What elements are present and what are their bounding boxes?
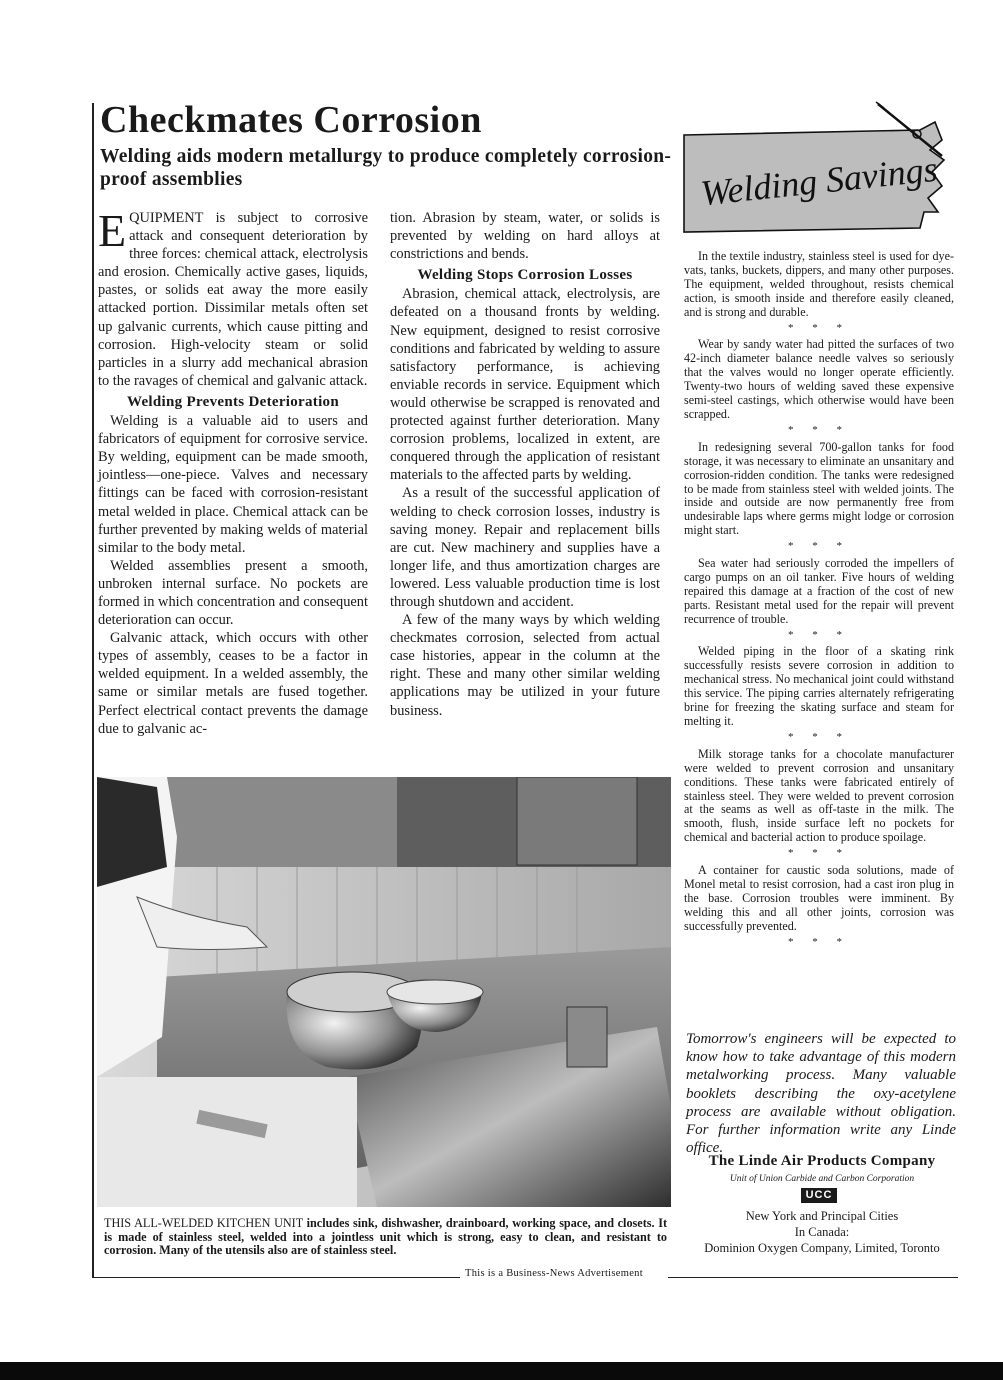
paragraph: Welding is a valuable aid to users and fabricators of equipment for corrosive service. By welding, equipment can be made smooth, jointless—one-piece. Valves and necessary fittings can be faced with corrosion-resistant metal welded in place. Chemical attack can be further prevented by making welds of material similar to the body metal. <box>98 413 368 556</box>
footer-note: This is a Business-News Advertisement <box>465 1268 643 1279</box>
location-line: Dominion Oxygen Company, Limited, Toronto <box>704 1241 940 1255</box>
case-history-list <box>684 250 954 953</box>
separator: * * * <box>788 321 850 334</box>
paragraph: tion. Abrasion by steam, water, or solids is prevented by welding on hard alloys at constrictions and bends. <box>390 210 660 263</box>
article-column-left <box>98 205 368 738</box>
paragraph: A few of the many ways by which welding checkmates corrosion, selected from actual case histories, appear in the column at the right. These and many other similar welding applications may be utilized in your future business. <box>390 612 660 719</box>
caption-text: includes sink, dishwasher, drainboard, working space, and closets. It is made of stainless steel, welded into a jointless unit which is strong, easy to clean, and resistant to corrosion. Many of the utensils also are of stainless steel. <box>104 1216 668 1257</box>
separator: * * * <box>788 628 850 641</box>
company-unit: Unit of Union Carbide and Carbon Corporation <box>729 1174 915 1184</box>
footer-rule-left <box>92 1277 460 1278</box>
company-name: The Linde Air Products Company <box>708 1153 936 1169</box>
left-margin-rule <box>92 103 94 1278</box>
separator: * * * <box>788 730 850 743</box>
section-heading-losses: Welding Stops Corrosion Losses <box>417 267 633 284</box>
paragraph: Abrasion, chemical attack, electrolysis, are defeated on a thousand fronts by welding. New equipment, designed to resist corrosive conditions and fabricated by welding to assure satisfactory performance, is achieving enviable records in service. Equipment which would otherwise be scrapped is renovated and protected against further deterioration. Many corrosion problems, localized in extent, are conquered through the application of resistant materials to the affected parts by welding. <box>390 286 660 484</box>
location-line: New York and Principal Cities <box>745 1209 899 1223</box>
paragraph: Galvanic attack, which occurs with other types of assembly, ceases to be a factor in welded equipment. In a welded assembly, the same or similar metals are fused together. Perfect electrical contact prevents the damage due to galvanic ac- <box>98 630 368 737</box>
separator: * * * <box>788 423 850 436</box>
drop-cap: E <box>98 205 127 256</box>
case-item: Milk storage tanks for a chocolate manufacturer were welded to prevent corrosion and unsanitary conditions. These tanks were fabricated entirely of stainless steel. They were welded to prevent corrosion at the seams as well as off-taste in the milk. The smooth, flush, inside surface left no pockets for chemical and bacterial action to produce spoilage. <box>684 746 954 845</box>
footer-rule-right <box>668 1277 958 1278</box>
paragraph: Welded assemblies present a smooth, unbroken internal surface. No pockets are formed in which concentration and consequent deterioration can occur. <box>98 557 368 629</box>
case-item: Welded piping in the floor of a skating rink successfully resists severe corrosion in addition to mechanical stress. No mechanical joint could withstand this service. The piping carries alternately refrigerating brine for freezing the skating surface and steam for melting it. <box>684 644 954 728</box>
case-item: Sea water had seriously corroded the impellers of cargo pumps on an oil tanker. Five hours of welding repaired this damage at a fraction of the cost of new parts. Resistant metal used for the repair will prevent recurrence of trouble. <box>684 556 954 626</box>
page-subtitle: Welding aids modern metallurgy to produce completely corrosion-proof assemblies <box>100 146 672 190</box>
page-title: Checkmates Corrosion <box>100 99 482 141</box>
separator: * * * <box>788 540 850 553</box>
caption-lead: THIS ALL-WELDED KITCHEN UNIT <box>104 1216 303 1230</box>
company-locations <box>684 1208 960 1256</box>
ucc-logo-icon: UCC <box>801 1188 837 1203</box>
separator: * * * <box>788 847 850 860</box>
case-item: In the textile industry, stainless steel is used for dye-vats, tanks, buckets, dippers, and many other purposes. The equipment, welded throughout, resists chemical action, is smooth inside and therefore easily cleaned, and is strong and durable. <box>684 249 954 319</box>
kitchen-unit-photo <box>97 777 671 1207</box>
location-line: In Canada: <box>794 1225 850 1239</box>
case-item: Wear by sandy water had pitted the surfaces of two 42-inch diameter balance needle valves so seriously that the valves would no longer operate efficiently. Twenty-two hours of welding saved these expensive semi-steel castings, which otherwise would have been scrapped. <box>684 337 954 421</box>
intro-paragraph: QUIPMENT is subject to corrosive attack and consequent deterioration by three forces: chemical attack, electrolysis and erosion. Chemically active gases, liquids, pastes, or solids eat away the more easily attacked portion. Dissimilar metals often set up galvanic currents, which cause pitting and corrosion. High-velocity steam or solid particles in a slurry add mechanical abrasion to the ravages of chemical and galvanic attack. <box>98 210 368 389</box>
welding-savings-banner <box>680 100 950 240</box>
separator: * * * <box>788 935 850 948</box>
section-heading-deterioration: Welding Prevents Deterioration <box>126 393 340 410</box>
article-column-middle <box>390 209 660 720</box>
scan-edge-band <box>0 1362 1003 1380</box>
banner-text: Welding Savings <box>698 148 940 214</box>
case-item: A container for caustic soda solutions, made of Monel metal to resist corrosion, had a cast iron plug in the base. Corrosion troubles were imminent. By welding this and all other joints, corrosion was successfully prevented. <box>684 863 954 933</box>
case-item: In redesigning several 700-gallon tanks for food storage, it was necessary to eliminate an unsanitary and corrosion-ridden condition. The tanks were redesigned to be made from stainless steel with welded joints. The inside and outside are now permanently free from undesirable laps where germs might lodge or corrosion might start. <box>684 439 954 538</box>
closing-statement: Tomorrow's engineers will be expected to know how to take advantage of this modern metalworking process. Many valuable booklets describing the oxy-acetylene process are available without obligation. For further information write any Linde office. <box>686 1031 956 1157</box>
paragraph: As a result of the successful application of welding to check corrosion losses, industry is saving money. Repair and replacement bills are cut. New machinery and supplies have a longer life, and thus amortization charges are lowered. Less valuable production time is lost through shutdown and accident. <box>390 485 660 610</box>
photo-caption <box>104 1217 667 1258</box>
